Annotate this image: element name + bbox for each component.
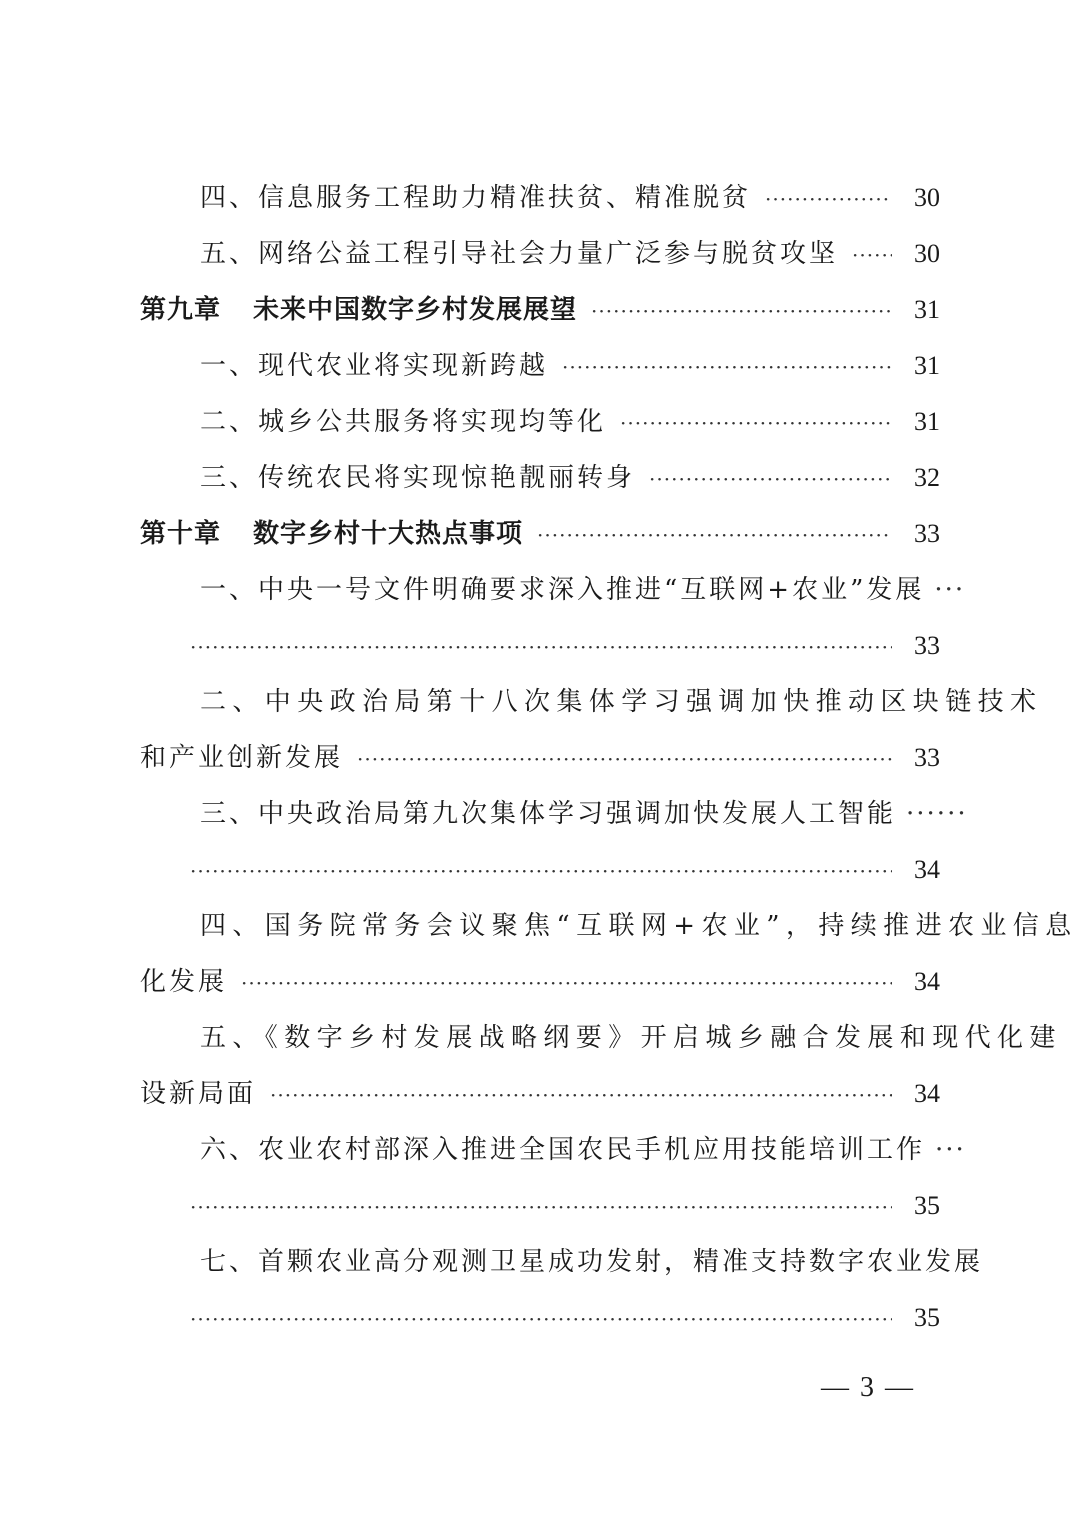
toc-entry-title: 三、传统农民将实现惊艳靓丽转身 [200,463,636,493]
toc-entry-line-2[interactable] [140,842,940,898]
dot-leader [649,451,892,507]
dot-leader: ··· [934,575,966,605]
dot-leader [765,171,892,227]
toc-entry-line-2[interactable] [140,954,940,1010]
chapter-number: 第十章 [140,519,222,549]
toc-entry-line-2[interactable] [140,1290,940,1346]
toc-entry-line-1[interactable] [140,1010,1062,1066]
toc-entry-title-cont: 和产业创新发展 [140,743,344,773]
toc-entry-title: 七、首颗农业高分观测卫星成功发射，精准支持数字农业发展 [200,1247,984,1277]
toc-entry-page: 35 [914,1191,940,1220]
toc-entry-line-2[interactable] [140,730,940,786]
toc-entry-page: 31 [914,295,940,324]
toc-entry-title: 四、国务院常务会议聚焦“互联网+农业”，持续推进农业信息 [200,911,1078,941]
toc-entry-line-1[interactable] [140,562,966,618]
toc-entry-page: 34 [914,967,940,996]
dot-leader [620,395,892,451]
dot-leader [270,1067,892,1123]
toc-entry-page: 32 [914,463,940,492]
dot-leader [190,843,892,899]
toc-entry-title-cont: 化发展 [140,967,228,997]
toc-entry-page: 30 [914,239,940,268]
dot-leader [241,955,892,1011]
toc-entry-title: 二、中央政治局第十八次集体学习强调加快推动区块链技术 [200,687,1043,717]
toc-entry-title-cont: 设新局面 [140,1079,257,1109]
toc-entry[interactable] [140,338,940,394]
toc-entry[interactable] [140,450,940,506]
toc-entry-title: 四、信息服务工程助力精准扶贫、精准脱贫 [200,183,752,213]
dot-leader [562,339,892,395]
dot-leader [190,619,892,675]
toc-entry[interactable] [140,394,940,450]
toc-entry-page: 30 [914,183,940,212]
toc-chapter[interactable] [140,282,940,338]
toc-entry-line-1[interactable] [140,1234,984,1290]
toc-entry-title: 三、中央政治局第九次集体学习强调加快发展人工智能 [200,799,897,829]
toc-entry[interactable] [140,226,940,282]
toc-entry-title: 一、中央一号文件明确要求深入推进“互联网+农业”发展 [200,575,925,605]
dot-leader [537,507,892,563]
toc-entry-title: 五、网络公益工程引导社会力量广泛参与脱贫攻坚 [200,239,839,269]
toc-entry[interactable] [140,170,940,226]
toc-entry-page: 35 [914,1303,940,1332]
toc-entry-page: 31 [914,407,940,436]
toc-chapter[interactable] [140,506,940,562]
toc-entry-page: 33 [914,519,940,548]
toc-entry-title: 一、现代农业将实现新跨越 [200,351,549,381]
dot-leader [357,731,892,787]
toc-entry-title: 五、《数字乡村发展战略纲要》开启城乡融合发展和现代化建 [200,1023,1062,1053]
toc-entry-page: 34 [914,855,940,884]
toc-entry-page: 33 [914,631,940,660]
toc-entry-line-1[interactable] [140,786,968,842]
dot-leader: ··· [935,1135,966,1165]
dot-leader [852,227,892,283]
dot-leader: ······ [906,799,968,829]
dot-leader [190,1179,892,1235]
toc-entry-line-1[interactable] [140,1122,966,1178]
toc-entry-page: 31 [914,351,940,380]
toc-entry-line-1[interactable] [140,898,1078,954]
toc-entry-page: 33 [914,743,940,772]
toc-entry-line-2[interactable] [140,618,940,674]
toc-entry-page: 34 [914,1079,940,1108]
toc-entry-line-2[interactable] [140,1178,940,1234]
toc-entry-title: 二、城乡公共服务将实现均等化 [200,407,607,437]
page-footer [0,1372,1080,1412]
chapter-title: 数字乡村十大热点事项 [253,519,524,549]
toc-entry-line-1[interactable] [140,674,1043,730]
dot-leader [591,283,892,339]
toc-entry-title: 六、农业农村部深入推进全国农民手机应用技能培训工作 [200,1135,926,1165]
table-of-contents [140,170,1078,1346]
page-number: — 3 — [821,1372,915,1403]
chapter-number: 第九章 [140,295,222,325]
chapter-title: 未来中国数字乡村发展展望 [253,295,578,325]
dot-leader [190,1291,892,1347]
toc-entry-line-2[interactable] [140,1066,940,1122]
